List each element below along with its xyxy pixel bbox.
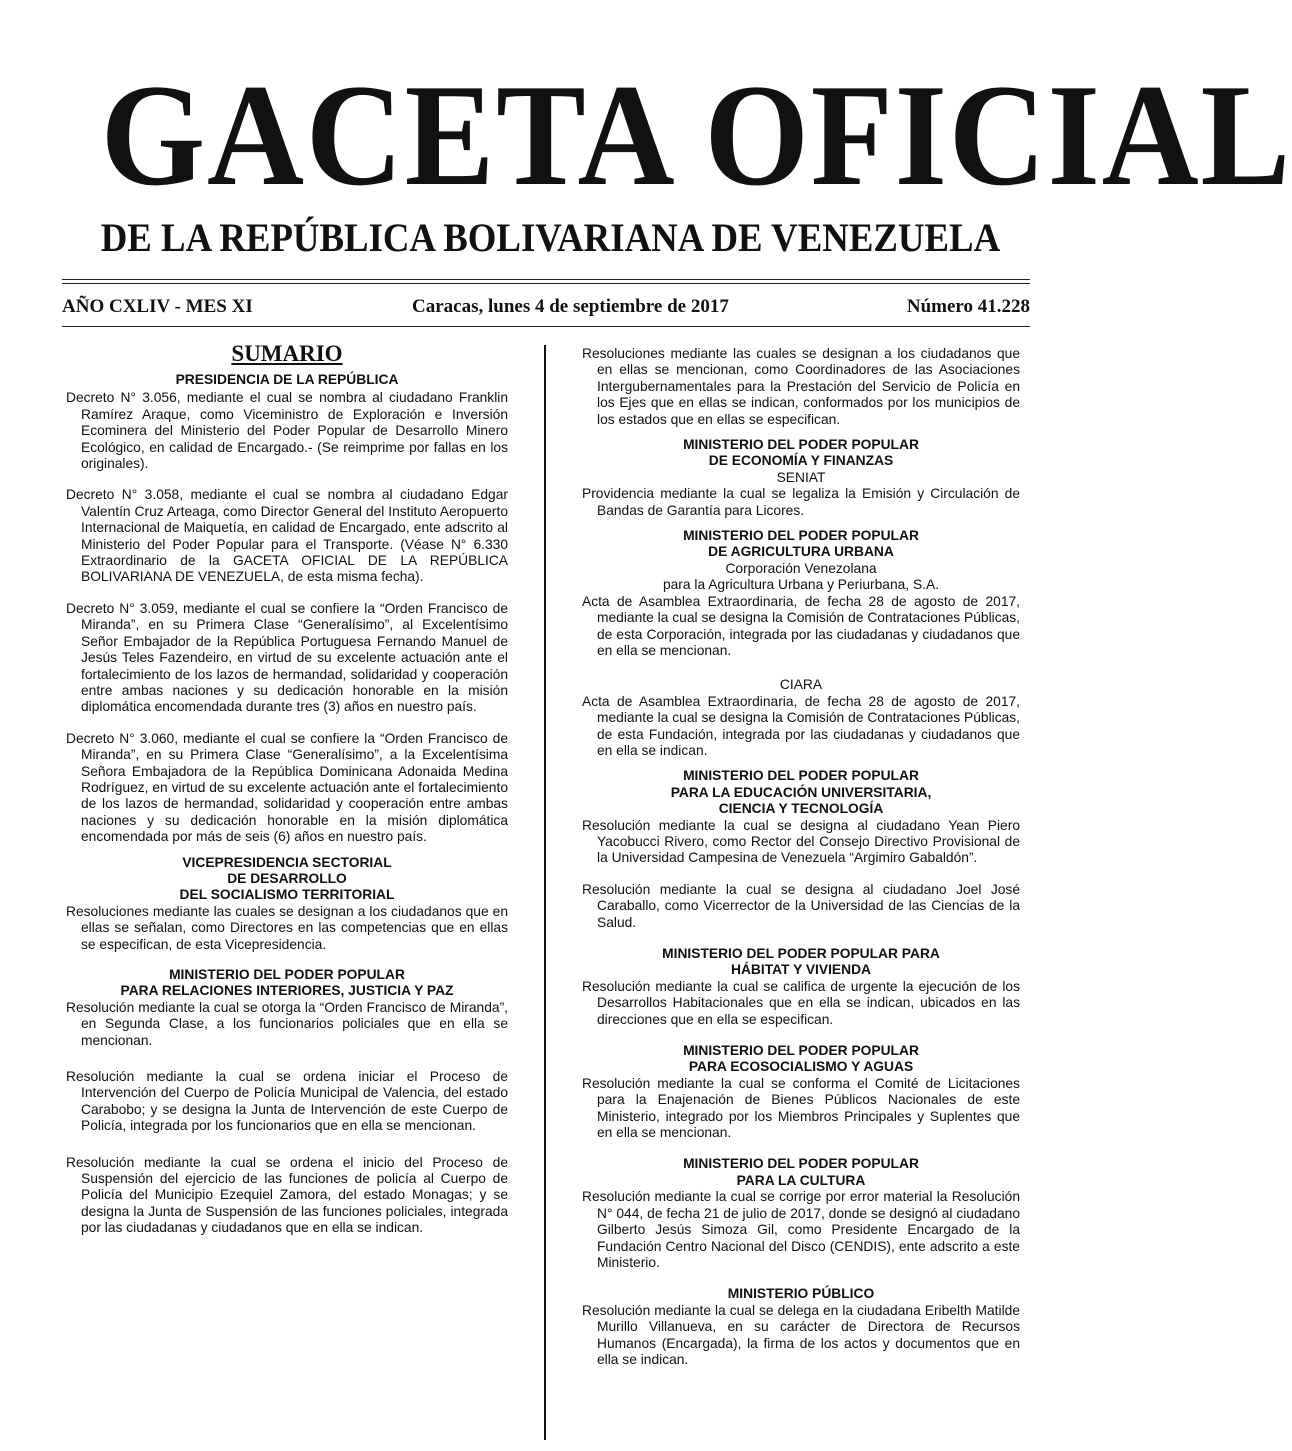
- section-heading: DEL SOCIALISMO TERRITORIAL: [179, 887, 395, 903]
- section-heading: VICEPRESIDENCIA SECTORIAL: [182, 854, 392, 870]
- issue-rule: [62, 326, 1030, 327]
- summary-entry: Providencia mediante la cual se legaliza la Emisión y Circulación de Bandas de Garantía para Licores.: [582, 486, 1020, 518]
- section-heading: MINISTERIO DEL PODER POPULAR PARA: [662, 946, 940, 961]
- summary-entry: Acta de Asamblea Extraordinaria, de fecha 28 de agosto de 2017, mediante la cual se designa la Comisión de Contrataciones Públicas, de esta Fundación, integrada por las ciudadanas y ciudadanos que en ella se indican.: [582, 693, 1020, 758]
- summary-entry: Resolución mediante la cual se ordena iniciar el Proceso de Intervención del Cuerpo de Policía Municipal de Valencia, del estado Carabobo; y se designa la Junta de Intervención de este Cuerpo de Policía, integrada por los funcionarios que en ella se mencionan.: [66, 1069, 508, 1134]
- section-heading: PARA LA EDUCACIÓN UNIVERSITARIA,: [670, 784, 932, 800]
- section-heading: PRESIDENCIA DE LA REPÚBLICA: [175, 372, 399, 387]
- section-heading: DE ECONOMÍA Y FINANZAS: [708, 453, 894, 469]
- section-heading: DE AGRICULTURA URBANA: [708, 544, 894, 560]
- summary-entry: Decreto N° 3.056, mediante el cual se nombra al ciudadano Franklin Ramírez Araque, como Viceministro de Exploración e Inversión Ecominera del Ministerio del Poder Popular de Desarrollo Minero Ecológico, en calidad de Encargado.- (Se reimprime por fallas en los originales).: [66, 390, 508, 472]
- sumario-left-column: [66, 342, 508, 1252]
- section-heading: PARA RELACIONES INTERIORES, JUSTICIA Y PAZ: [120, 983, 454, 999]
- section-heading: MINISTERIO DEL PODER POPULAR: [683, 1156, 919, 1172]
- summary-entry: Resolución mediante la cual se califica de urgente la ejecución de los Desarrollos Habitacionales que en ella se indican, ubicados en las direcciones que en ella se especifican.: [582, 978, 1020, 1027]
- section-heading: HÁBITAT Y VIVIENDA: [730, 962, 872, 978]
- summary-entry: Resolución mediante la cual se otorga la “Orden Francisco de Miranda”, en Segunda Clase, a los funcionarios policiales que en ella se mencionan.: [66, 999, 508, 1048]
- section-heading: PARA ECOSOCIALISMO Y AGUAS: [688, 1059, 914, 1075]
- section-subheading: Corporación Venezolana: [725, 560, 877, 576]
- section-heading: MINISTERIO DEL PODER POPULAR: [683, 768, 919, 784]
- summary-entry: Resolución mediante la cual se conforma el Comité de Licitaciones para la Enajenación de Bienes Públicos Nacionales de este Ministerio, integrado por los Miembros Principales y Suplentes que en ella se mencionan.: [582, 1075, 1020, 1141]
- section-subheading: para la Agricultura Urbana y Periurbana, S.A.: [662, 577, 940, 593]
- summary-entry: Resolución mediante la cual se designa al ciudadano Joel José Caraballo, como Vicerrector de la Universidad de las Ciencias de la Salud.: [582, 881, 1020, 930]
- top-rule: [62, 279, 1030, 280]
- section-subheading: SENIAT: [776, 469, 826, 485]
- summary-entry: Resolución mediante la cual se delega en la ciudadana Eribelth Matilde Murillo Villanueva, en su carácter de Directora de Recursos Humanos (Encargada), la firma de los actos y documentos que en ella se indican.: [582, 1302, 1020, 1367]
- section-heading: MINISTERIO DEL PODER POPULAR: [683, 437, 919, 453]
- gazette-subtitle: DE LA REPÚBLICA BOLIVARIANA DE VENEZUELA: [100, 215, 1001, 260]
- masthead: [62, 54, 1292, 260]
- summary-entry: Acta de Asamblea Extraordinaria, de fecha 28 de agosto de 2017, mediante la cual se designa la Comisión de Contrataciones Públicas, de esta Corporación, integrada por las ciudadanas y ciudadanos que en ella se mencionan.: [582, 593, 1020, 658]
- summary-entry: Resolución mediante la cual se designa al ciudadano Yean Piero Yacobucci Rivero, como Rector del Consejo Directivo Provisional de la Universidad Campesina de Venezuela “Argimiro Gabaldón”.: [582, 817, 1020, 866]
- summary-entry: Resolución mediante la cual se ordena el inicio del Proceso de Suspensión del ejercicio de las funciones de policía al Cuerpo de Policía del Municipio Ezequiel Zamora, del estado Monagas; y se designa la Junta de Suspensión de las funciones policiales, integrada por las ciudadanas y ciudadanos que en ella se indican.: [66, 1154, 508, 1236]
- section-heading: MINISTERIO DEL PODER POPULAR: [169, 967, 405, 982]
- summary-entry: Decreto N° 3.059, mediante el cual se confiere la “Orden Francisco de Miranda”, en su Primera Clase “Generalísimo”, al Excelentísimo Señor Embajador de la República Portuguesa Fernando Manuel de Jesús Teles Fazendeiro, en virtud de su excelente actuación ante el fortalecimiento de los lazos de hermandad, solidaridad y cooperación entre ambas naciones y su dedicación honorable en la misión diplomática encomendada durante tres (3) años en nuestro país.: [66, 600, 508, 715]
- issue-year-month: AÑO CXLIV - MES XI: [62, 296, 253, 317]
- issue-number: Número 41.228: [906, 296, 1030, 317]
- section-subheading: CIARA: [779, 677, 823, 693]
- section-heading: MINISTERIO PÚBLICO: [727, 1286, 875, 1302]
- section-heading: MINISTERIO DEL PODER POPULAR: [683, 1043, 919, 1059]
- summary-entry: Decreto N° 3.058, mediante el cual se nombra al ciudadano Edgar Valentín Cruz Arteaga, como Director General del Instituto Aeropuerto Internacional de Maiquetía, en calidad de Encargado, ente adscrito al Ministerio del Poder Popular para el Transporte. (Véase N° 6.330 Extraordinario de la GACETA OFICIAL DE LA REPÚBLICA BOLIVARIANA DE VENEZUELA, de esta misma fecha).: [66, 487, 508, 585]
- gazette-title: GACETA OFICIAL: [100, 54, 1292, 216]
- sumario-right-column: [582, 346, 1020, 1383]
- column-divider: [544, 345, 546, 1440]
- issue-place-date: Caracas, lunes 4 de septiembre de 2017: [412, 296, 729, 317]
- summary-entry: Decreto N° 3.060, mediante el cual se confiere la “Orden Francisco de Miranda”, en su Primera Clase “Generalísimo”, a la Excelentísima Señora Embajadora de la República Dominicana Adonaida Medina Rodríguez, en virtud de su excelente actuación ante el fortalecimiento de los lazos de hermandad, solidaridad y cooperación entre ambas naciones y su dedicación honorable en la misión diplomática encomendada por más de seis (6) años en nuestro país.: [66, 730, 508, 845]
- summary-entry: Resolución mediante la cual se corrige por error material la Resolución N° 044, de fecha 21 de julio de 2017, donde se designó al ciudadano Gilberto Jesús Simoza Gil, como Presidente Encargado de la Fundación Centro Nacional del Disco (CENDIS), ente adscrito a este Ministerio.: [582, 1189, 1020, 1270]
- top-rule-second: [62, 283, 1030, 284]
- summary-entry: Resoluciones mediante las cuales se designan a los ciudadanos que en ellas se señalan, como Directores en las competencias que en ellas se especifican, de esta Vicepresidencia.: [66, 903, 508, 952]
- section-heading: CIENCIA Y TECNOLOGÍA: [718, 801, 884, 817]
- section-heading: DE DESARROLLO: [227, 870, 347, 886]
- section-heading: MINISTERIO DEL PODER POPULAR: [683, 528, 919, 544]
- summary-entry: Resoluciones mediante las cuales se designan a los ciudadanos que en ellas se mencionan, como Coordinadores de las Asociaciones Intergubernamentales para la Prestación del Servicio de Policía en los Ejes que en ellas se indican, conformados por los municipios de los estados que en ellas se especifican.: [582, 346, 1020, 427]
- sumario-title: SUMARIO: [231, 341, 343, 366]
- section-heading: PARA LA CULTURA: [736, 1172, 866, 1188]
